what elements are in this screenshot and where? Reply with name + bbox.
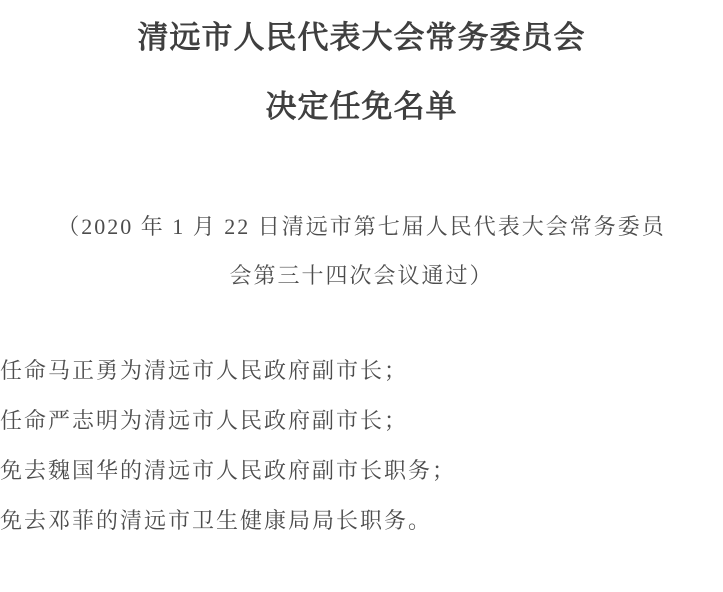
dismissal-line-1: 免去魏国华的清远市人民政府副市长职务； [0, 458, 457, 483]
appointment-line-1: 任命马正勇为清远市人民政府副市长； [0, 358, 409, 383]
meeting-note-line-1: （2020 年 1 月 22 日清远市第七届人民代表大会常务委员 [57, 214, 666, 239]
appointment-line-2: 任命严志明为清远市人民政府副市长； [0, 408, 409, 433]
document-title-line-1: 清远市人民代表大会常务委员会 [137, 20, 586, 55]
dismissal-line-2: 免去邓菲的清远市卫生健康局局长职务。 [0, 508, 433, 533]
document-title-line-2: 决定任免名单 [265, 89, 458, 124]
meeting-note-line-2: 会第三十四次会议通过） [229, 263, 494, 288]
